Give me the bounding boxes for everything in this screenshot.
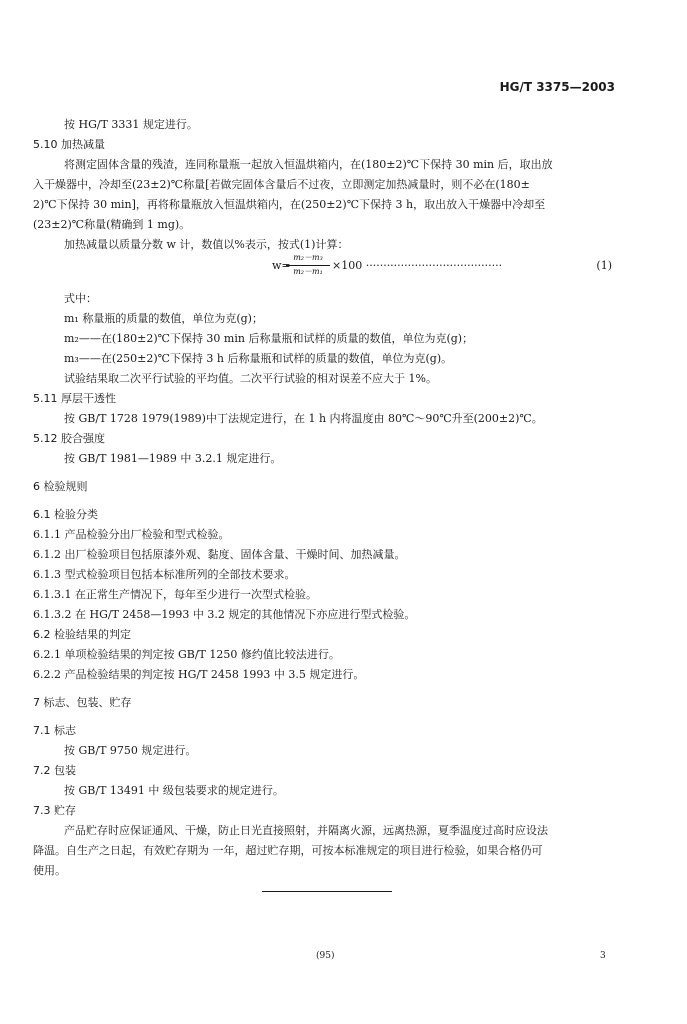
section-heading: 5.10 加热减量 <box>33 138 105 151</box>
text-line: 使用。 <box>33 864 66 877</box>
text-line: 式中： <box>64 292 97 305</box>
text-line: m₁ 称量瓶的质量的数值，单位为克(g)； <box>64 312 263 325</box>
standard-number: HG/T 3375—2003 <box>499 80 615 94</box>
section-heading: 5.11 厚层干透性 <box>33 392 116 405</box>
text-line: 6.1.3 型式检验项目包括本标准所列的全部技术要求。 <box>33 568 296 581</box>
text-line: 产品贮存时应保证通风、干燥，防止日光直接照射，并隔离火源，远离热源，夏季温度过高时应设法 <box>64 824 548 837</box>
page-number-center: (95) <box>316 951 335 961</box>
section-heading: 7.2 包装 <box>33 764 76 777</box>
text-line: 按 HG/T 3331 规定进行。 <box>64 118 198 131</box>
formula-denominator: m₂－m₁ <box>293 267 323 276</box>
text-line: 6.2.1 单项检验结果的判定按 GB/T 1250 修约值比较法进行。 <box>33 648 340 661</box>
text-line: m₂——在(180±2)℃下保持 30 min 后称量瓶和试样的质量的数值，单位为克(g)； <box>64 332 474 345</box>
formula-lhs: w= <box>272 259 291 272</box>
text-line: 降温。自生产之日起，有效贮存期为 一年，超过贮存期，可按本标准规定的项目进行检验，如果合格仍可 <box>33 844 543 857</box>
formula-label: (1) <box>596 259 612 272</box>
fraction-bar <box>286 265 330 266</box>
text-line: (23±2)℃称量(精确到 1 mg)。 <box>33 218 191 231</box>
text-line: 2)℃下保持 30 min]，再将称量瓶放入恒温烘箱内，在(250±2)℃下保持 3 h，取出放入干燥器中冷却至 <box>33 198 546 211</box>
formula-1 <box>272 253 612 279</box>
section-heading: 6.2 检验结果的判定 <box>33 628 131 641</box>
text-line: 6.1.3.1 在正常生产情况下，每年至少进行一次型式检验。 <box>33 588 317 601</box>
section-heading: 7 标志、包装、贮存 <box>33 696 132 709</box>
text-line: 按 GB/T 1728 1979(1989)中丁法规定进行，在 1 h 内将温度由 80℃～90℃升至(200±2)℃。 <box>64 412 543 425</box>
section-heading: 5.12 胶合强度 <box>33 432 105 445</box>
text-line: 按 GB/T 1981—1989 中 3.2.1 规定进行。 <box>64 452 282 465</box>
text-line: 6.1.2 出厂检验项目包括原漆外观、黏度、固体含量、干燥时间、加热减量。 <box>33 548 406 561</box>
formula-numerator: m₂－m₃ <box>293 253 323 262</box>
text-line: 6.1.1 产品检验分出厂检验和型式检验。 <box>33 528 230 541</box>
text-line: m₃——在(250±2)℃下保持 3 h 后称量瓶和试样的质量的数值，单位为克(g)。 <box>64 352 453 365</box>
end-rule <box>262 891 392 892</box>
text-line: 将测定固体含量的残渣，连同称量瓶一起放入恒温烘箱内，在(180±2)℃下保持 30 min 后，取出放 <box>64 158 553 171</box>
section-heading: 6.1 检验分类 <box>33 508 98 521</box>
text-line: 入干燥器中，冷却至(23±2)℃称量[若做完固体含量后不过夜，立即测定加热减量时，则不必在(180± <box>33 178 530 191</box>
section-heading: 7.3 贮存 <box>33 804 76 817</box>
text-line: 6.2.2 产品检验结果的判定按 HG/T 2458 1993 中 3.5 规定进行。 <box>33 668 365 681</box>
text-line: 按 GB/T 13491 中 级包装要求的规定进行。 <box>64 784 284 797</box>
section-heading: 7.1 标志 <box>33 724 76 737</box>
text-line: 试验结果取二次平行试验的平均值。二次平行试验的相对误差不应大于 1%。 <box>64 372 437 385</box>
section-heading: 6 检验规则 <box>33 480 88 493</box>
page-number-right: 3 <box>600 951 606 961</box>
text-line: 6.1.3.2 在 HG/T 2458—1993 中 3.2 规定的其他情况下亦应进行型式检验。 <box>33 608 416 621</box>
text-line: 加热减量以质量分数 w 计，数值以%表示，按式(1)计算： <box>64 238 349 251</box>
text-line: 按 GB/T 9750 规定进行。 <box>64 744 197 757</box>
formula-rhs: ×100 ······································· <box>332 259 503 272</box>
